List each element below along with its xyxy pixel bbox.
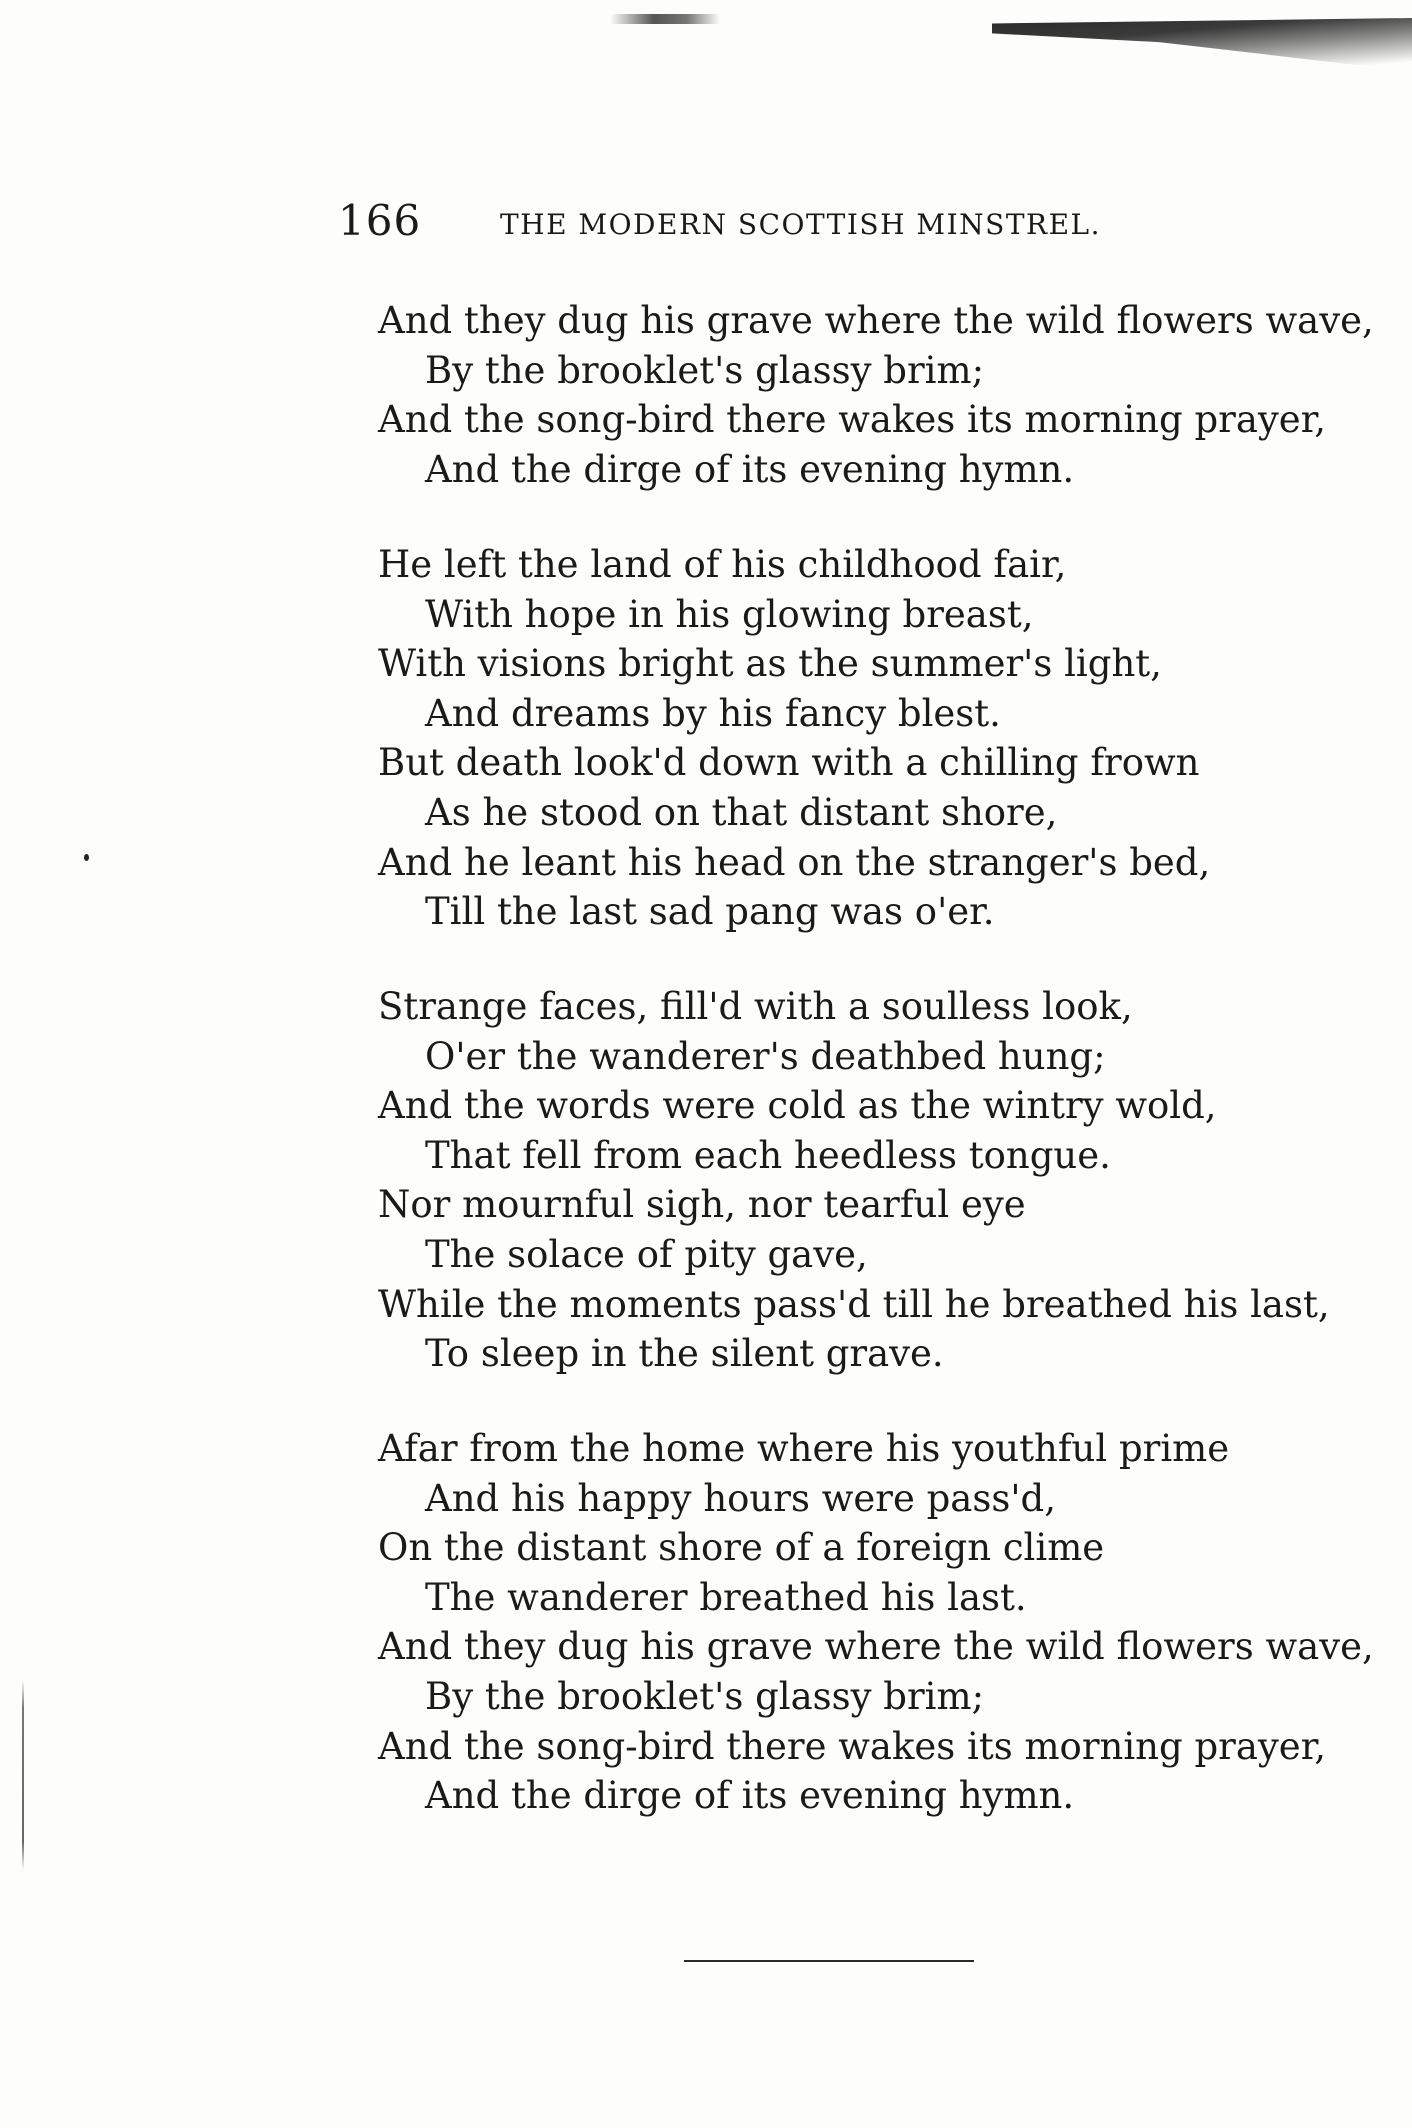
poem-line: Afar from the home where his youthful prime	[378, 1427, 1230, 1470]
poem-line: And the song-bird there wakes its morning prayer,	[378, 398, 1327, 442]
poem-line: O'er the wanderer's deathbed hung;	[425, 1034, 1106, 1078]
poem-line: That fell from each heedless tongue.	[425, 1133, 1111, 1177]
poem-line: And they dug his grave where the wild flowers wave,	[378, 1625, 1374, 1669]
poem-line: And they dug his grave where the wild flowers wave,	[378, 299, 1374, 342]
poem-line: By the brooklet's glassy brim;	[425, 348, 985, 392]
poem-line: He left the land of his childhood fair,	[378, 543, 1067, 586]
stanza-2	[378, 540, 1328, 937]
poem-line: With hope in his glowing breast,	[425, 592, 1034, 636]
poem-line: On the distant shore of a foreign clime	[378, 1526, 1105, 1570]
scan-smudge	[610, 14, 720, 24]
poem-line: And dreams by his fancy blest.	[425, 691, 1001, 735]
stanza-4	[378, 1424, 1374, 1821]
poem-line: And the dirge of its evening hymn.	[425, 1774, 1075, 1818]
poem-line: And the dirge of its evening hymn.	[425, 447, 1075, 491]
running-head: THE MODERN SCOTTISH MINSTREL.	[500, 208, 1102, 241]
poem-line: By the brooklet's glassy brim;	[425, 1674, 985, 1718]
poem-line: Strange faces, fill'd with a soulless look,	[378, 985, 1133, 1028]
scan-edge-shadow	[992, 18, 1412, 128]
page-header	[338, 196, 1158, 246]
poem-line: And he leant his head on the stranger's bed,	[378, 840, 1211, 884]
page-number: 166	[338, 196, 422, 245]
poem-line: The wanderer breathed his last.	[425, 1575, 1027, 1619]
stanza-1	[378, 296, 1374, 494]
poem-line: The solace of pity gave,	[425, 1232, 868, 1276]
poem-line: But death look'd down with a chilling frown	[378, 741, 1200, 785]
poem-line: Nor mournful sigh, nor tearful eye	[378, 1183, 1026, 1227]
stanza-3	[378, 982, 1328, 1379]
poem-line: And his happy hours were pass'd,	[425, 1476, 1056, 1520]
poem-line: As he stood on that distant shore,	[425, 790, 1058, 834]
poem-line: And the words were cold as the wintry wold,	[378, 1084, 1217, 1128]
poem-line: And the song-bird there wakes its morning prayer,	[378, 1724, 1327, 1768]
poem-line: Till the last sad pang was o'er.	[425, 890, 995, 934]
ink-speck	[84, 854, 89, 861]
end-rule	[684, 1960, 974, 1962]
poem-line: While the moments pass'd till he breathed his last,	[378, 1282, 1330, 1326]
margin-mark	[22, 1680, 24, 1870]
poem-line: To sleep in the silent grave.	[425, 1332, 944, 1376]
poem-line: With visions bright as the summer's light,	[378, 642, 1162, 686]
